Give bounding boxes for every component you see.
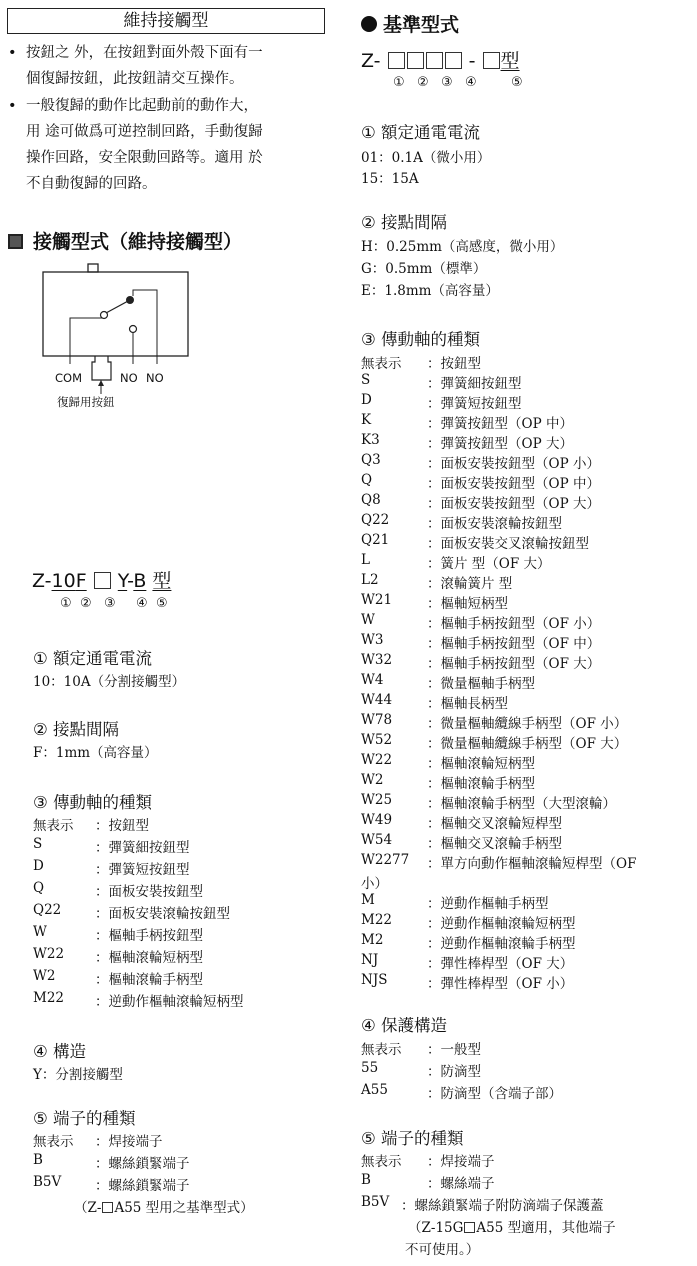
right-actuator-heading: ③ 傳動軸的種類 xyxy=(361,330,481,349)
placeholder-box xyxy=(407,52,424,69)
list-item: A55 ：防滴型（含端子部） xyxy=(361,1082,562,1102)
placeholder-box xyxy=(426,52,443,69)
list-item: B5V ：螺絲鎖緊端子 xyxy=(33,1174,190,1194)
list-item: B ：螺絲鎖緊端子 xyxy=(33,1152,190,1172)
list-item: NJ ：彈性棒桿型（OF 大） xyxy=(361,952,574,972)
section-title: 維持接觸型 xyxy=(123,11,209,31)
list-item: L2 ：滾輪簧片 型 xyxy=(361,572,513,592)
list-item: 無表示 ：一般型 xyxy=(361,1042,481,1058)
list-item: 55 ：防滴型 xyxy=(361,1060,481,1080)
list-item: W ：樞軸手柄按鈕型（OF 小） xyxy=(361,612,601,632)
bullet-line: 不自動復歸的回路。 xyxy=(26,176,157,192)
list-item: M2 ：逆動作樞軸滾輪手柄型 xyxy=(361,932,576,952)
list-item: 無表示 ：焊接端子 xyxy=(361,1154,495,1170)
right-terminal-heading: ⑤ 端子的種類 xyxy=(361,1129,464,1148)
list-item: S ：彈簧細按鈕型 xyxy=(361,372,522,392)
list-item: W4 ：微量樞軸手柄型 xyxy=(361,672,535,692)
right-gap-heading: ② 接點間隔 xyxy=(361,213,448,232)
list-item: Q21 ：面板安裝交叉滾輪按鈕型 xyxy=(361,532,589,552)
list-item: 無表示 ：按鈕型 xyxy=(33,818,149,834)
list-item: D ：彈簧短按鈕型 xyxy=(361,392,522,412)
bullet-line: 用 途可做爲可逆控制回路，手動復歸 xyxy=(26,124,263,140)
list-item: Q3 ：面板安裝按鈕型（OP 小） xyxy=(361,452,600,472)
list-item-note: （Z-15G A55 型適用，其他端子 xyxy=(408,1220,616,1236)
list-item: K ：彈簧按鈕型（OP 中） xyxy=(361,412,573,432)
list-item: W22 ：樞軸滾輪短柄型 xyxy=(361,752,535,772)
bullet-line: 一般復歸的動作比起動前的動作大， xyxy=(26,98,258,114)
list-item: W78 ：微量樞軸纜線手柄型（OF 小） xyxy=(361,712,628,732)
list-item: 無表示 ：按鈕型 xyxy=(361,356,481,372)
no-label: NO xyxy=(120,371,138,385)
left-gap-heading: ② 接點間隔 xyxy=(33,720,120,739)
square-bullet-icon xyxy=(8,234,23,249)
left-terminal-heading: ⑤ 端子的種類 xyxy=(33,1109,136,1128)
standard-type-heading: 基準型式 xyxy=(361,10,459,37)
list-item: W54 ：樞軸交叉滾輪手柄型 xyxy=(361,832,562,852)
right-current-line: 01：0.1A（微小用） xyxy=(361,150,491,166)
list-item: W ：樞軸手柄按鈕型 xyxy=(33,924,203,944)
right-gap-line: H：0.25mm（高感度，微小用） xyxy=(361,239,564,255)
list-item: W25 ：樞軸滾輪手柄型（大型滾輪） xyxy=(361,792,616,812)
section-title-box xyxy=(7,8,325,34)
bullet-line: 個復歸按鈕，此按鈕請交互操作。 xyxy=(26,71,244,87)
left-actuator-list xyxy=(33,814,323,1014)
list-item: W49 ：樞軸交叉滾輪短桿型 xyxy=(361,812,562,832)
placeholder-box xyxy=(445,52,462,69)
list-item: W44 ：樞軸長柄型 xyxy=(361,692,508,712)
left-terminal-list xyxy=(33,1130,323,1196)
list-item: W2277 ：單方向動作樞軸滾輪短桿型（OF xyxy=(361,852,637,872)
list-item: M ：逆動作樞軸手柄型 xyxy=(361,892,549,912)
left-current-heading: ① 額定通電電流 xyxy=(33,649,153,668)
switch-schematic-icon xyxy=(40,262,200,412)
list-item: B ：螺絲端子 xyxy=(361,1172,495,1192)
bullet-line: 按鈕之 外，在按鈕對面外殼下面有一 xyxy=(26,45,263,61)
list-item: W2 ：樞軸滾輪手柄型 xyxy=(361,772,535,792)
list-item-continued: 小） xyxy=(361,876,388,892)
contact-diagram xyxy=(40,262,200,412)
left-structure-line: Y：分割接觸型 xyxy=(33,1067,123,1083)
contact-type-heading: 接觸型式（維持接觸型） xyxy=(8,227,242,254)
list-item: W32 ：樞軸手柄按鈕型（OF 大） xyxy=(361,652,601,672)
left-model-index: ① ② ③ ④ ⑤ xyxy=(60,596,168,611)
list-item: W3 ：樞軸手柄按鈕型（OF 中） xyxy=(361,632,601,652)
right-gap-line: G：0.5mm（標準） xyxy=(361,261,487,277)
right-model-code: Z- - 型 xyxy=(361,50,520,72)
placeholder-box xyxy=(483,52,500,69)
right-model-index: ① ② ③ ④ ⑤ xyxy=(393,75,523,90)
list-item: Q ：面板安裝按鈕型（OP 中） xyxy=(361,472,600,492)
list-item: K3 ：彈簧按鈕型（OP 大） xyxy=(361,432,573,452)
left-gap-line: F：1mm（高容量） xyxy=(33,745,158,761)
list-item: W21 ：樞軸短柄型 xyxy=(361,592,508,612)
list-item: M22 ：逆動作樞軸滾輪短柄型 xyxy=(33,990,244,1010)
com-label: COM xyxy=(55,371,83,385)
list-item: Q8 ：面板安裝按鈕型（OP 大） xyxy=(361,492,600,512)
bullet-line: 操作回路，安全限動回路等。適用 於 xyxy=(26,150,263,166)
list-item: D ：彈簧短按鈕型 xyxy=(33,858,190,878)
right-actuator-list xyxy=(361,352,691,992)
no-label: NO xyxy=(146,371,164,385)
right-terminal-list xyxy=(361,1150,691,1260)
list-item-note: 不可使用。） xyxy=(405,1242,480,1258)
left-structure-heading: ④ 構造 xyxy=(33,1042,87,1061)
placeholder-box xyxy=(464,1222,475,1233)
list-item: Q ：面板安裝按鈕型 xyxy=(33,880,203,900)
list-item: W52 ：微量樞軸纜線手柄型（OF 大） xyxy=(361,732,628,752)
reset-button-caption: 復歸用按鈕 xyxy=(57,395,115,409)
list-item: Q22 ：面板安裝滾輪按鈕型 xyxy=(361,512,562,532)
right-current-line: 15：15A xyxy=(361,171,419,187)
right-current-heading: ① 額定通電電流 xyxy=(361,123,481,142)
circle-bullet-icon xyxy=(361,16,377,32)
right-gap-line: E：1.8mm（高容量） xyxy=(361,283,499,299)
list-item: S ：彈簧細按鈕型 xyxy=(33,836,190,856)
list-item: W22 ：樞軸滾輪短柄型 xyxy=(33,946,203,966)
list-item: 無表示 ：焊接端子 xyxy=(33,1134,163,1150)
list-item: NJS ：彈性棒桿型（OF 小） xyxy=(361,972,574,992)
bullet-item: • 一般復歸的動作比起動前的動作大， 用 途可做爲可逆控制回路，手動復歸 操作回路，安全限動回路等。適用 於 不自動復歸的回路。 xyxy=(8,93,328,203)
list-item: B5V ：螺絲鎖緊端子附防滴端子保護蓋 xyxy=(361,1194,604,1214)
left-current-line: 10：10A（分割接觸型） xyxy=(33,674,186,690)
list-item: M22 ：逆動作樞軸滾輪短柄型 xyxy=(361,912,576,932)
placeholder-box xyxy=(94,572,111,589)
right-protection-list xyxy=(361,1038,691,1104)
list-item: Q22 ：面板安裝滾輪按鈕型 xyxy=(33,902,230,922)
list-item: W2 ：樞軸滾輪手柄型 xyxy=(33,968,203,988)
bullet-item: • 按鈕之 外，在按鈕對面外殼下面有一 個復歸按鈕，此按鈕請交互操作。 xyxy=(8,40,328,96)
list-item: L ：簧片 型（OF 大） xyxy=(361,552,551,572)
left-terminal-note: （Z- A55 型用之基準型式） xyxy=(74,1200,254,1216)
placeholder-box xyxy=(388,52,405,69)
left-model-code: Z-10F Y-B 型 xyxy=(32,570,172,592)
right-protection-heading: ④ 保護構造 xyxy=(361,1016,448,1035)
left-actuator-heading: ③ 傳動軸的種類 xyxy=(33,793,153,812)
placeholder-box xyxy=(102,1202,113,1213)
